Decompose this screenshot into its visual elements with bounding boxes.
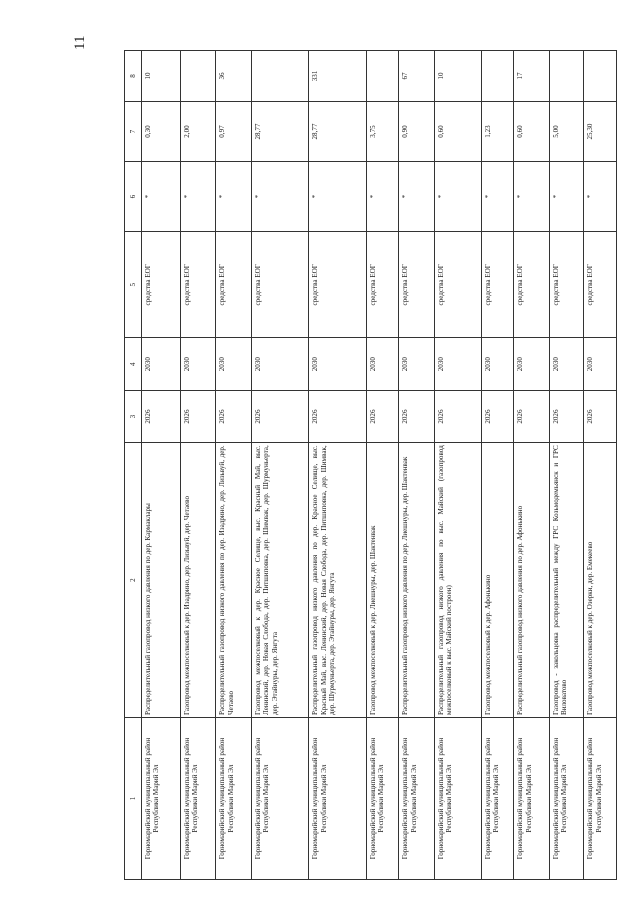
table-row — [514, 51, 550, 880]
municipality-cell: Горномарийский муниципальный район Республики Марий Эл — [399, 718, 435, 880]
column-header-1: 1 — [125, 718, 142, 880]
length-cell: 0,97 — [216, 101, 252, 161]
end-year-cell: 2030 — [514, 338, 550, 390]
end-year-cell: 2030 — [216, 338, 252, 390]
object-cell: Газопровод межпоселковый к дер. Изадрино, дер. Лизьвуй, дер. Четаево — [180, 443, 216, 718]
end-year-cell: 2030 — [434, 338, 481, 390]
object-cell: Газопровод межпоселковый к дер. Красное Селище, выс. Красный Май, выс. Ленинский, дер. Новая Слобода, дер. Питшиповка, дер. Шимвак, дер. Шурмуньерта, дер. Этайнуры, дер. Янгута — [251, 443, 309, 718]
funding-source-cell: средства ЕОГ — [142, 232, 181, 338]
count-cell: 331 — [309, 51, 367, 102]
count-cell — [481, 51, 513, 102]
count-cell: 36 — [216, 51, 252, 102]
mark-cell: * — [366, 162, 398, 232]
column-header-6: 6 — [125, 162, 142, 232]
header-row — [125, 51, 142, 880]
funding-source-cell: средства ЕОГ — [584, 232, 617, 338]
start-year-cell: 2026 — [366, 390, 398, 442]
count-cell — [549, 51, 584, 102]
count-cell: 10 — [142, 51, 181, 102]
start-year-cell: 2026 — [216, 390, 252, 442]
mark-cell: * — [216, 162, 252, 232]
funding-source-cell: средства ЕОГ — [216, 232, 252, 338]
funding-source-cell: средства ЕОГ — [434, 232, 481, 338]
municipality-cell: Горномарийский муниципальный район Республики Марий Эл — [142, 718, 181, 880]
mark-cell: * — [309, 162, 367, 232]
count-cell: 10 — [434, 51, 481, 102]
end-year-cell: 2030 — [251, 338, 309, 390]
length-cell: 0,60 — [434, 101, 481, 161]
start-year-cell: 2026 — [142, 390, 181, 442]
column-header-3: 3 — [125, 390, 142, 442]
end-year-cell: 2030 — [180, 338, 216, 390]
column-header-5: 5 — [125, 232, 142, 338]
funding-source-cell: средства ЕОГ — [366, 232, 398, 338]
length-cell: 0,60 — [514, 101, 550, 161]
table-row — [584, 51, 617, 880]
municipality-cell: Горномарийский муниципальный район Республики Марий Эл — [584, 718, 617, 880]
municipality-cell: Горномарийский муниципальный район Республики Марий Эл — [216, 718, 252, 880]
municipality-cell: Горномарийский муниципальный район Республики Марий Эл — [251, 718, 309, 880]
mark-cell: * — [584, 162, 617, 232]
object-cell: Газопровод межпоселковый к дер. Афонькино — [481, 443, 513, 718]
table-row — [180, 51, 216, 880]
count-cell — [366, 51, 398, 102]
municipality-cell: Горномарийский муниципальный район Республики Марий Эл — [434, 718, 481, 880]
mark-cell: * — [514, 162, 550, 232]
end-year-cell: 2030 — [309, 338, 367, 390]
end-year-cell: 2030 — [549, 338, 584, 390]
column-header-7: 7 — [125, 101, 142, 161]
object-cell: Распределительный газопровод низкого давления по дер. Афонькино — [514, 443, 550, 718]
length-cell: 2,00 — [180, 101, 216, 161]
column-header-8: 8 — [125, 51, 142, 102]
municipality-cell: Горномарийский муниципальный район Республики Марий Эл — [481, 718, 513, 880]
length-cell: 0,90 — [399, 101, 435, 161]
table-row — [549, 51, 584, 880]
mark-cell: * — [251, 162, 309, 232]
table-row — [399, 51, 435, 880]
start-year-cell: 2026 — [434, 390, 481, 442]
mark-cell: * — [399, 162, 435, 232]
object-cell: Распределительный газопровод низкого давления по выс. Майский (газопровод межпоселковый к выс. Майский построен) — [434, 443, 481, 718]
funding-source-cell: средства ЕОГ — [399, 232, 435, 338]
table-row — [142, 51, 181, 880]
funding-source-cell: средства ЕОГ — [481, 232, 513, 338]
funding-source-cell: средства ЕОГ — [180, 232, 216, 338]
length-cell: 28,77 — [251, 101, 309, 161]
gas-pipeline-table — [124, 50, 617, 880]
end-year-cell: 2030 — [399, 338, 435, 390]
object-cell: Газопровод - закольцовка распределительный между ГРС Козьмодемьянск и ГРС Виловатово — [549, 443, 584, 718]
count-cell — [180, 51, 216, 102]
funding-source-cell: средства ЕОГ — [309, 232, 367, 338]
start-year-cell: 2026 — [514, 390, 550, 442]
mark-cell: * — [481, 162, 513, 232]
object-cell: Распределительный газопровод низкого давления по дер. Красное Селище, выс. Красный Май, выс. Ленинский, дер. Новая Слобода, дер. Питшиповка, дер. Шимвак, дер. Шурмуньерта, дер. Этайнуры, дер. Янгута — [309, 443, 367, 718]
column-header-4: 4 — [125, 338, 142, 390]
count-cell: 17 — [514, 51, 550, 102]
table-row — [481, 51, 513, 880]
count-cell: 67 — [399, 51, 435, 102]
object-cell: Распределительный газопровод низкого давления по дер. Лиешнуры, дер. Шактенвак — [399, 443, 435, 718]
mark-cell: * — [142, 162, 181, 232]
start-year-cell: 2026 — [584, 390, 617, 442]
length-cell: 3,75 — [366, 101, 398, 161]
mark-cell: * — [549, 162, 584, 232]
municipality-cell: Горномарийский муниципальный район Республики Марий Эл — [180, 718, 216, 880]
start-year-cell: 2026 — [309, 390, 367, 442]
count-cell — [584, 51, 617, 102]
start-year-cell: 2026 — [251, 390, 309, 442]
funding-source-cell: средства ЕОГ — [251, 232, 309, 338]
object-cell: Газопровод межпоселковый к дер. Озерки, дер. Емекеево — [584, 443, 617, 718]
table-row — [251, 51, 309, 880]
funding-source-cell: средства ЕОГ — [549, 232, 584, 338]
start-year-cell: 2026 — [399, 390, 435, 442]
length-cell: 25,30 — [584, 101, 617, 161]
end-year-cell: 2030 — [584, 338, 617, 390]
length-cell: 0,30 — [142, 101, 181, 161]
mark-cell: * — [434, 162, 481, 232]
table-row — [216, 51, 252, 880]
end-year-cell: 2030 — [142, 338, 181, 390]
municipality-cell: Горномарийский муниципальный район Республики Марий Эл — [309, 718, 367, 880]
end-year-cell: 2030 — [366, 338, 398, 390]
mark-cell: * — [180, 162, 216, 232]
start-year-cell: 2026 — [180, 390, 216, 442]
table-row — [434, 51, 481, 880]
page-number: 11 — [72, 35, 88, 50]
table-row — [366, 51, 398, 880]
municipality-cell: Горномарийский муниципальный район Республики Марий Эл — [366, 718, 398, 880]
object-cell: Газопровод межпоселковый к дер. Лиешнуры, дер. Шактенвак — [366, 443, 398, 718]
length-cell: 1,23 — [481, 101, 513, 161]
count-cell — [251, 51, 309, 102]
end-year-cell: 2030 — [481, 338, 513, 390]
start-year-cell: 2026 — [481, 390, 513, 442]
funding-source-cell: средства ЕОГ — [514, 232, 550, 338]
municipality-cell: Горномарийский муниципальный район Республики Марий Эл — [514, 718, 550, 880]
table-row — [309, 51, 367, 880]
object-cell: Распределительный газопровод низкого давления по дер. Кармаклары — [142, 443, 181, 718]
length-cell: 28,77 — [309, 101, 367, 161]
column-header-2: 2 — [125, 443, 142, 718]
rotated-table-container — [124, 50, 617, 880]
length-cell: 5,00 — [549, 101, 584, 161]
start-year-cell: 2026 — [549, 390, 584, 442]
object-cell: Распределительный газопровод низкого давления по дер. Изадрино, дер. Лизьвуй, дер. Четаево — [216, 443, 252, 718]
table-body — [142, 51, 617, 880]
municipality-cell: Горномарийский муниципальный район Республики Марий Эл — [549, 718, 584, 880]
